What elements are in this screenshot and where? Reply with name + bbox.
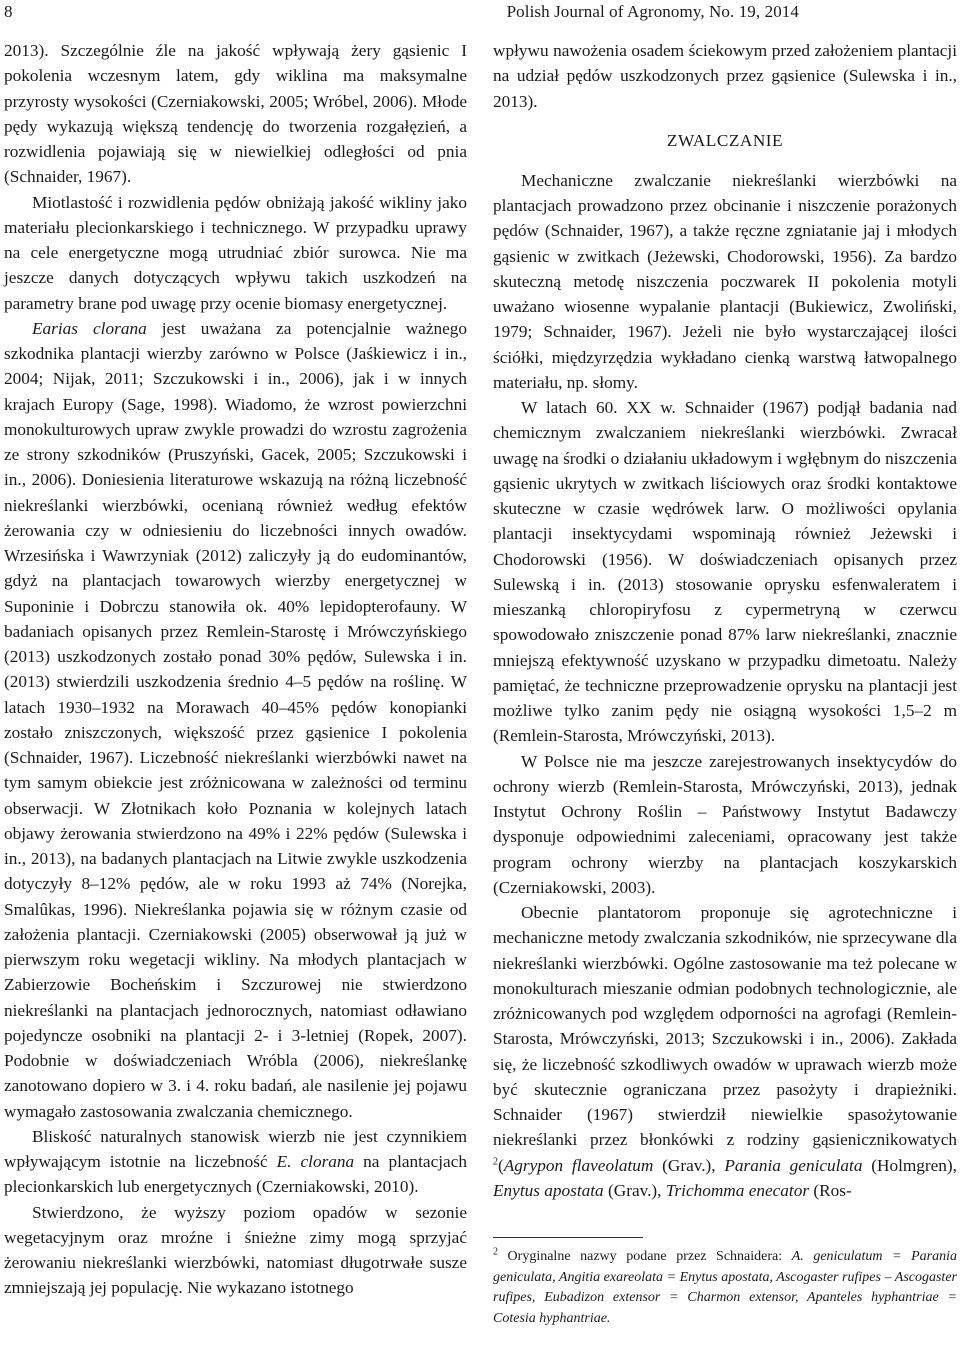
- paragraph: W latach 60. XX w. Schnaider (1967) podjął badania nad chemicznym zwalczaniem niekreślanki wierzbówki. Zwracał uwagę na środki o działaniu układowym i wgłębnym do niszczenia gąsienic ukrytych w zwitkach liściowych oraz środki kontaktowe skuteczne w czasie wędrówek larw. O możliwości opylania plantacji insektycydami wspominają również Jeżewski i Chodorowski (1956). W doświadczeniach opisanych przez Sulewską i in. (2013) stosowanie oprysku esfenwaleratem i mieszanką chloropiryfosu z cypermetryną w czerwcu spowodowało zniszczenie ponad 87% larw niekreślanki, znacznie mniejszą efektywność uzyskano w przypadku dimetoatu. Należy pamiętać, że techniczne przeprowadzenie oprysku na plantacji jest możliwe tylko zanim pędy nie osiągną wysokości 1,5–2 m (Remlein-Starosta, Mrówczyński, 2013).: [493, 398, 957, 746]
- paragraph: Mechaniczne zwalczanie niekreślanki wierzbówki na plantacjach prowadzono przez obcinanie i niszczenie porażonych pędów (Schnaider, 1967), a także ręczne zgniatanie jaj i młodych gąsienic w zwitkach (Jeżewski, Chodorowski, 1956). Za bardzo skuteczną metodę niszczenia poczwarek II pokolenia motyli uważano wiosenne wypalanie plantacji (Bukiewicz, Zwoliński, 1979; Schnaider, 1967). Jeżeli nie było wystarczającej ilości ściółki, międzyrzędzia wykładano cienką warstwą łatwopalnego materiału, np. słomy.: [493, 170, 957, 392]
- paragraph: Bliskość naturalnych stanowisk wierzb nie jest czynnikiem wpływającym istotnie na liczebność E. clorana na plantacjach plecionkarskich lub energetycznych (Czerniakowski, 2010).: [4, 1126, 467, 1197]
- right-column-intro: [493, 38, 957, 114]
- paragraph: 2013). Szczególnie źle na jakość wpływają żery gąsienic I pokolenia wczesnym latem, gdy wiklina ma maksymalne przyrosty wysokości (Czerniakowski, 2005; Wróbel, 2006). Młode pędy wykazują większą tendencję do tworzenia rozgałęzień, a rozwidlenia pojawiają się w niewielkiej odległości od pnia (Schnaider, 1967).: [4, 41, 467, 187]
- running-header: [4, 0, 957, 30]
- paragraph: wpływu nawożenia osadem ściekowym przed założeniem plantacji na udział pędów uszkodzonych przez gąsienice (Sulewska i in., 2013).: [493, 41, 957, 111]
- footnote-rule: [493, 1237, 643, 1238]
- paragraph: Miotlastość i rozwidlenia pędów obniżają jakość wikliny jako materiału plecionkarskiego i technicznego. W przypadku uprawy na cele energetyczne mogą utrudniać zbiór surowca. Nie ma jeszcze danych dotyczących wpływu takich uszkodzeń na parametry brane pod uwagę przy ocenie biomasy energetycznej.: [4, 192, 467, 313]
- footnote: $^2$ Oryginalne nazwy podane przez Schnaidera: A. geniculatum = Parania geniculata, Angitia exareolata = Enytus apostata, Ascogaster rufipes – Ascogaster rufipes, Eubadizon extensor = Charmon extensor, Apanteles hyphantriae = Cotesia hyphantriae.: [493, 1246, 957, 1326]
- paragraph: Stwierdzono, że wyższy poziom opadów w sezonie wegetacyjnym oraz mroźne i śnieżne zimy mogą sprzyjać żerowaniu niekreślanki wierzbówki, natomiast długotrwałe susze zmniejszają jej populację. Nie wykazano istotnego: [4, 1202, 467, 1298]
- journal-title: Polish Journal of Agronomy, No. 19, 2014: [506, 2, 799, 21]
- right-column: [493, 38, 957, 1329]
- paragraph: Obecnie plantatorom proponuje się agrotechniczne i mechaniczne metody zwalczania szkodników, nie sprzecywane dla niekreślanki wierzbówki. Ogólne zastosowanie ma też polecane w monokulturach mieszanie odmian podobnych technologicznie, ale zróżnicowanych pod względem odporności na agrofagi (Remlein-Starosta, Mrówczyński, 2013; Szczukowski i in., 2006). Zakłada się, że liczebność szkodliwych owadów w uprawach wierzb może być skutecznie ograniczana przez pasożyty i drapieżniki. Schnaider (1967) stwierdził niewielkie spasożytowanie niekreślanki przez błonkówki z rodziny gąsienicznikowatych $^2$(Agrypon flaveolatum (Grav.), Parania geniculata (Holmgren), Enytus apostata (Grav.), Trichomma enecator (Ros-: [493, 903, 957, 1200]
- page-number: 8: [4, 2, 13, 21]
- left-column: [4, 38, 467, 1301]
- paragraph: W Polsce nie ma jeszcze zarejestrowanych insektycydów do ochrony wierzb (Remlein-Starosta, Mrówczyński, 2013), jednak Instytut Ochrony Roślin – Państwowy Instytut Badawczy dysponuje odpowiednimi zaleceniami, opracowany jest także program ochrony wierzby na plantacjach koszykarskich (Czerniakowski, 2003).: [493, 751, 957, 897]
- right-column-body: [493, 168, 957, 1203]
- paragraph: Earias clorana jest uważana za potencjalnie ważnego szkodnika plantacji wierzby zarówno w Polsce (Jaśkiewicz i in., 2004; Nijak, 2011; Szczukowski i in., 2006), jak i w innych krajach Europy (Sage, 1998). Wiadomo, że wzrost powierzchni monokulturowych upraw zwykle prowadzi do wzrostu zagrożenia ze strony szkodników (Pruszyński, Gacek, 2005; Szczukowski i in., 2006). Doniesienia literaturowe wskazują na różną liczebność niekreślanki wierzbówki, ocenianą również według efektów żerowania czy w odniesieniu do liczebności innych owadów. Wrzesińska i Wawrzyniak (2012) zaliczyły ją do eudominantów, gdyż na plantacjach towarowych wierzby energetycznej w Suponinie i Dobrczu stanowiła ok. 40% lepidopterofauny. W badaniach opisanych przez Remlein-Starostę i Mrówczyńskiego (2013) uszkodzonych zostało ponad 30% pędów, Sulewska i in. (2013) stwierdzili uszkodzenia średnio 4–5 pędów na roślinę. W latach 1930–1932 na Morawach 40–45% pędów konopianki zostało zniszczonych, większość przez gąsienice I pokolenia (Schnaider, 1967). Liczebność niekreślanki wierzbówki nawet na tym samym obiekcie jest zróżnicowana w zależności od terminu obserwacji. W Złotnikach koło Poznania w kolejnych latach objawy żerowania stwierdzono na 49% i 22% pędów (Sulewska i in., 2013), na badanych plantacjach na Litwie zwykle uszkodzenia dotyczyły 8–12% pędów, ale w roku 1993 aż 74% (Norejka, Smalûkas, 1996). Niekreślanka pojawia się w różnym czasie od założenia plantacji. Czerniakowski (2005) obserwował ją już w pierwszym roku wegetacji wikliny. Na młodych plantacjach w Zabierzowie Bocheńskim i Szczurowej nie stwierdzono niekreślanki na plantacjach jednorocznych, natomiast odławiano pojedyncze osobniki na plantacji 2- i 3-letniej (Ropek, 2007). Podobnie w doświadczeniach Wróbla (2006), niekreślankę zanotowano dopiero w 3. i 4. roku badań, ale nasilenie jej pojawu wymagało zastosowania zwalczania chemicznego.: [4, 318, 468, 1121]
- section-heading: ZWALCZANIE: [666, 130, 784, 150]
